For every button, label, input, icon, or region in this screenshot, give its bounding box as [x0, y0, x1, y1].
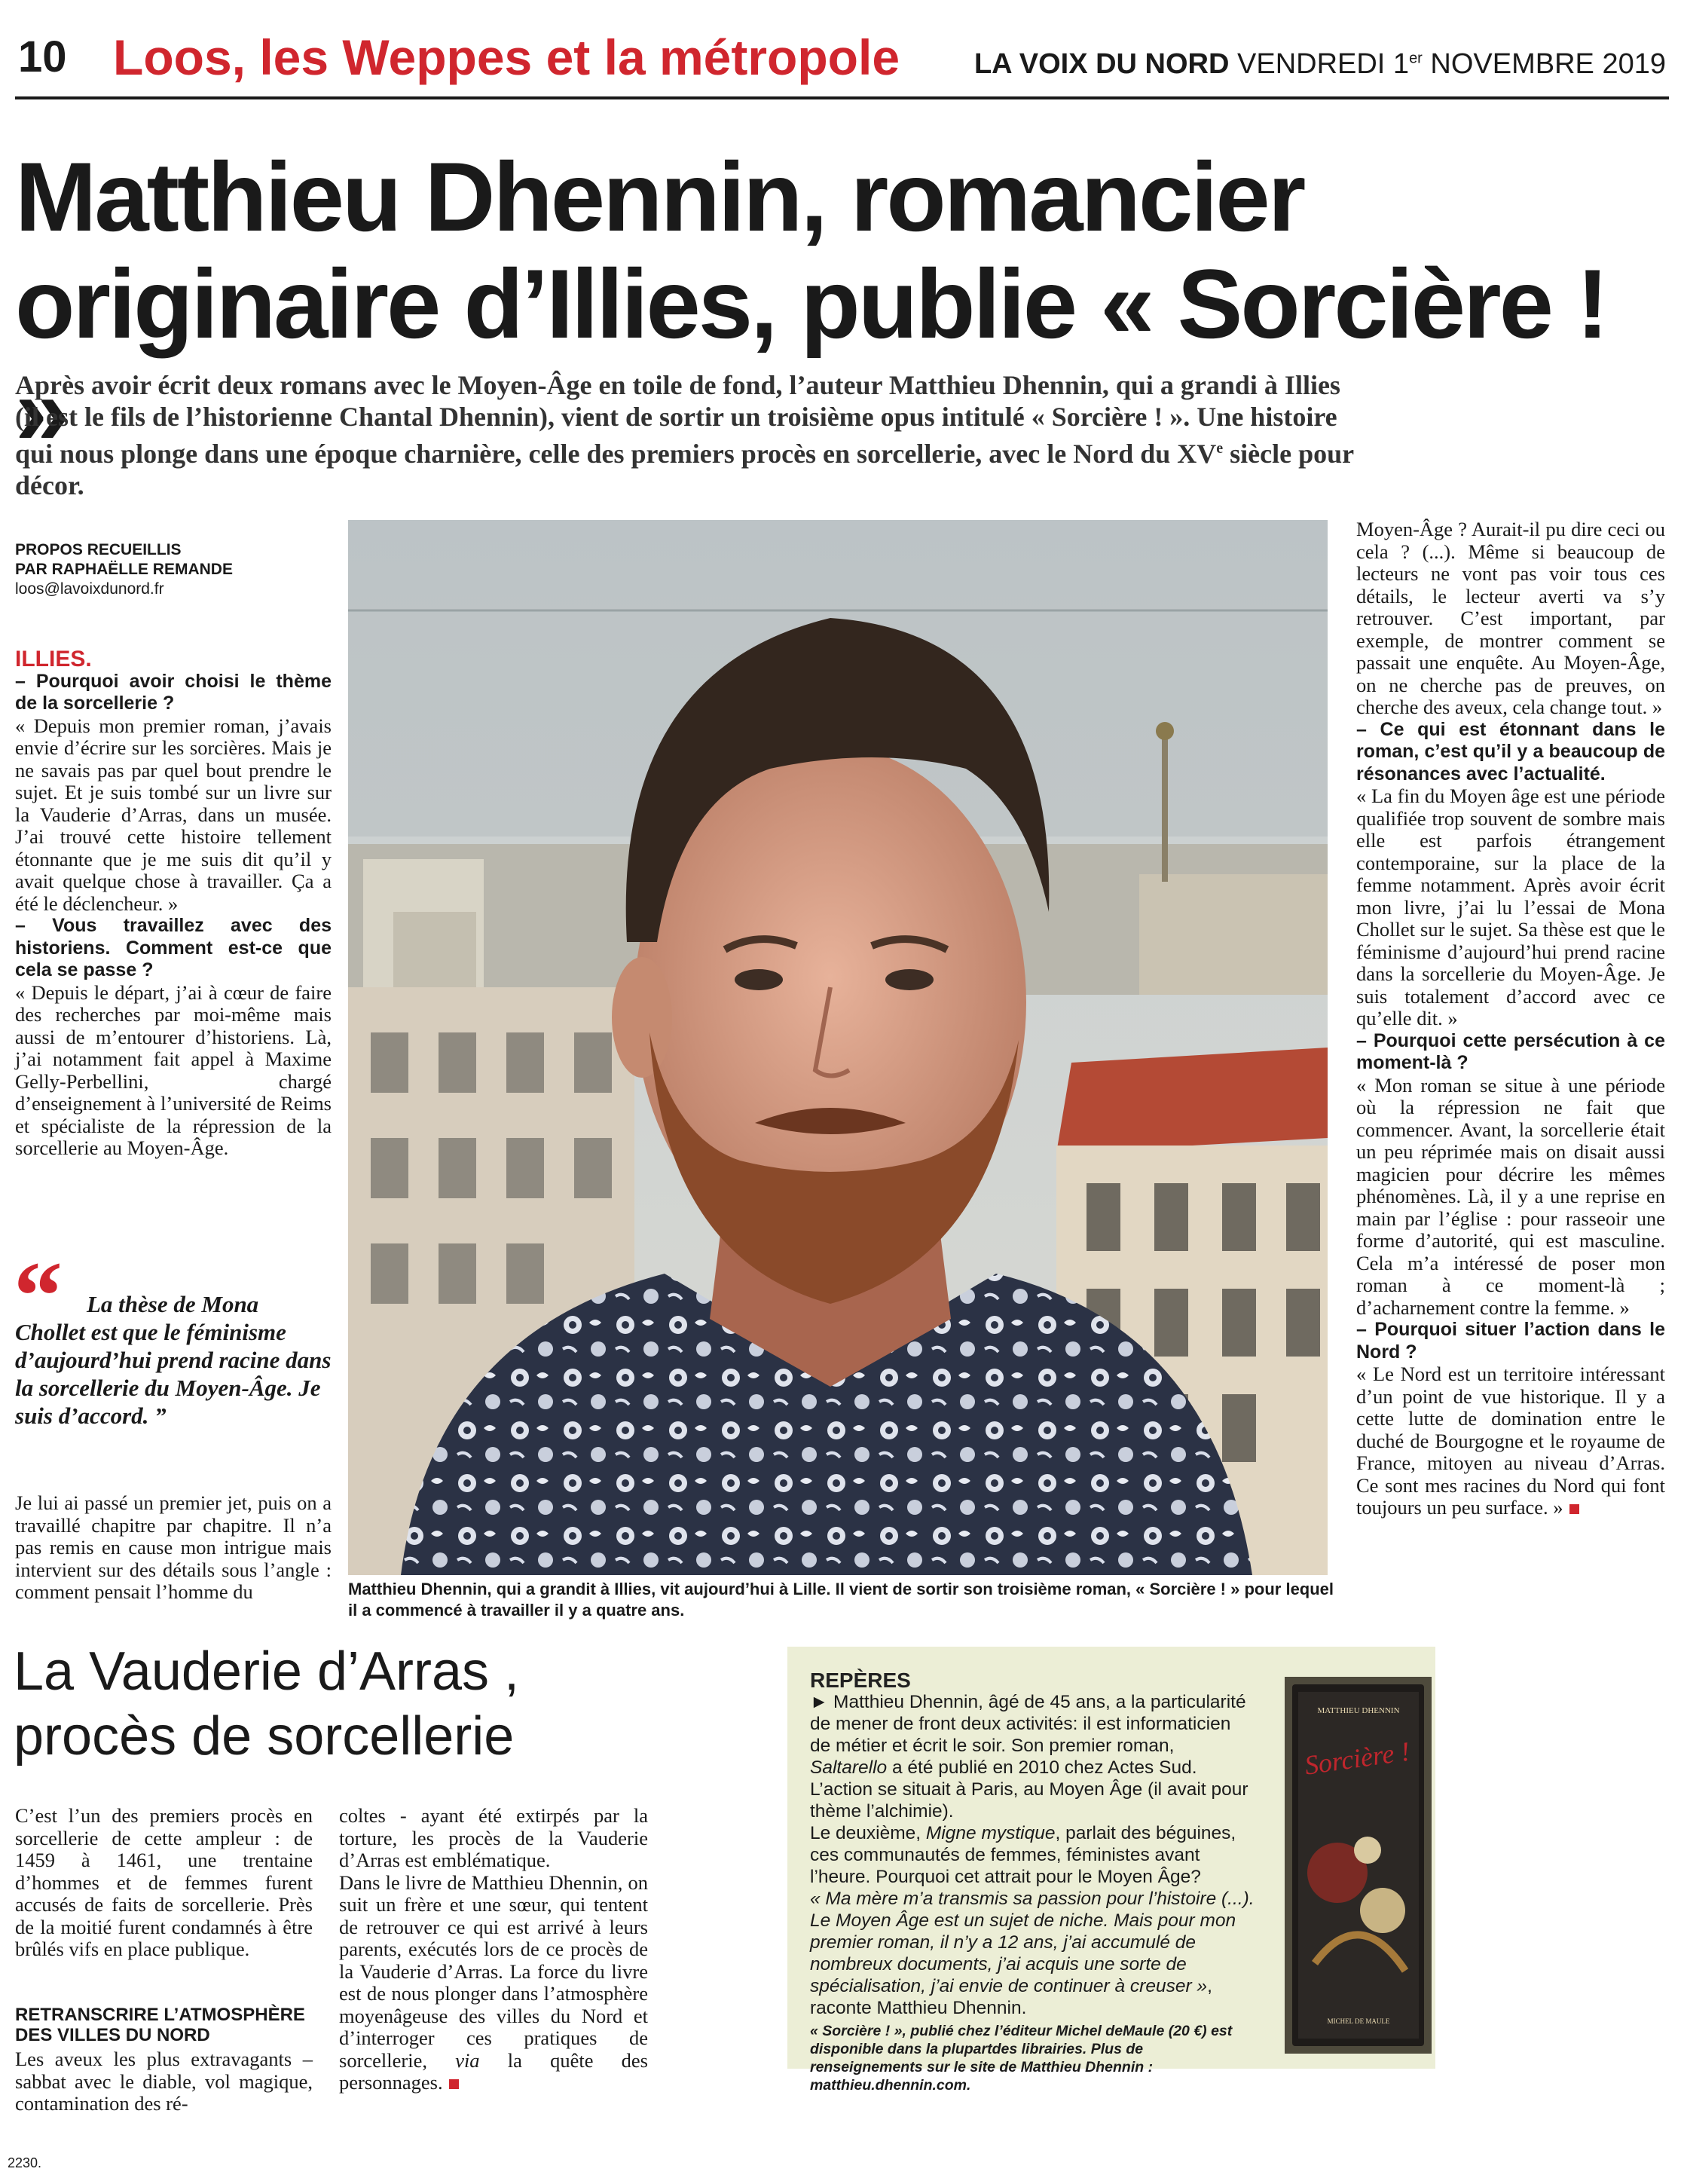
- sidebar-title-1: La Vauderie d’Arras ,: [14, 1641, 520, 1702]
- lead-paragraph: [15, 369, 1364, 501]
- section-title: Loos, les Weppes et la métropole: [113, 29, 900, 85]
- byline-line-1: PROPOS RECUEILLIS: [15, 541, 182, 558]
- reperes-title: REPÈRES: [810, 1669, 911, 1692]
- question-3: – Ce qui est étonnant dans le roman, c’est qu’il y a beaucoup de résonances avec l’actualité.: [1356, 718, 1665, 785]
- sidebar-col-2: [339, 1805, 648, 2094]
- reperes-text: [810, 1669, 1255, 2094]
- reperes-t3-end: , raconte Matthieu Dhennin.: [810, 1976, 1212, 2018]
- answer-2: « Depuis le départ, j’ai à cœur de faire des recherches par moi-même mais aussi de m’entourer d’historiens. Là, j’ai notamment fait appel à Maxime Gelly-Perbellini, chargé d’enseignement à l’université de Reims et spécialiste de la répression de la sorcellerie au Moyen-Âge.: [15, 980, 332, 1159]
- question-4: – Pourquoi cette persécution à ce moment-là ?: [1356, 1029, 1665, 1073]
- reperes-t2-end: , parlait des béguines, ces communautés de femmes, féministes avant l’heure. Pourquoi cet attrait pour le Moyen Âge?: [810, 1823, 1236, 1887]
- reperes-t1: ► Matthieu Dhennin, âgé de 45 ans, a la particularité de mener de front deux activités: il est informaticien de métier et écrit le soir. Son premier roman,: [810, 1692, 1246, 1756]
- sidebar-title: [14, 1639, 519, 1769]
- answer-4: « Mon roman se situe à une période où la répression ne fait que commencer. Avant, la sorcellerie était un peu réprimée mais on disait aussi magicien pour décrire les mêmes phénomènes. Là, il y a une reprise en main par l’église : pour rasseoir une forme d’autorité, qui est masculine. Cela m’a intéressé de poser mon roman à ce moment-là ; d’acharnement contre la femme. »: [1356, 1073, 1665, 1319]
- question-1: – Pourquoi avoir choisi le thème de la sorcellerie ?: [15, 670, 332, 714]
- sidebar-p3: coltes - ayant été extirpés par la torture, les procès de la Vauderie d’Arras est emblématique.: [339, 1804, 648, 1871]
- book-cover: [1285, 1677, 1432, 2054]
- question-2: – Vous travaillez avec des historiens. Comment est-ce que cela se passe ?: [15, 915, 332, 980]
- reperes-p1: [810, 1691, 1255, 1822]
- date-sup: er: [1409, 50, 1423, 67]
- reperes-note: « Sorcière ! », publié chez l’éditeur Michel deMaule (20 €) est disponible dans la plupartdes librairies. Plus de renseignements sur le site de Matthieu Dhennin : matthieu.dhennin.com.: [810, 2023, 1233, 2094]
- date-prefix: VENDREDI 1: [1237, 48, 1410, 80]
- left-column-continued: [15, 1492, 332, 1604]
- sidebar-col-1b: [15, 2048, 313, 2115]
- quote-mark-icon: “: [14, 1242, 63, 1350]
- reperes-t1-end: a été publié en 2010 chez Actes Sud. L’action se situait à Paris, au Moyen Âge (il avait pour thème l’alchimie).: [810, 1757, 1248, 1822]
- photo-caption: Matthieu Dhennin, qui a grandit à Illies, vit aujourd’hui à Lille. Il vient de sortir son troisième roman, « Sorcière ! » pour lequel il a commencé à travailler il y a quatre ans.: [348, 1580, 1334, 1620]
- book-title: Sorcière !: [1303, 1736, 1412, 1781]
- answer-3: « La fin du Moyen âge est une période qualifiée trop souvent de sombre mais elle est parfois étrangement contemporaine, sur la place de la femme notamment. Après avoir écrit mon livre, j’ai lu l’essai de Mona Chollet sur le sujet. Sa thèse est que le féminisme d’aujourd’hui prend racine dans la sorcellerie du Moyen-Âge. Je suis totalement d’accord avec ce qu’elle dit. »: [1356, 785, 1665, 1029]
- pull-quote-2: Chollet est que le féminisme d’aujourd’hui prend racine dans la sorcellerie du Moyen-Âge. Je suis d’accord. ”: [15, 1319, 332, 1429]
- headline-line-1: Matthieu Dhennin, romancier: [15, 142, 1304, 252]
- sidebar-p4-end: la quête des personnages.: [339, 2048, 648, 2094]
- reperes-p2: [810, 1822, 1255, 1888]
- lead-text: Après avoir écrit deux romans avec le Moyen-Âge en toile de fond, l’auteur Matthieu Dhennin, qui a grandi à Illies (il est le fils de l’historienne Chantal Dhennin), vient de sortir un troisième opus intitulé « Sorcière ! ». Une histoire qui nous plonge dans une époque charnière, celle des premiers procès en sorcellerie, avec le Nord du XV: [15, 370, 1340, 469]
- sidebar-p1: C’est l’un des premiers procès en sorcellerie de cette ampleur : de 1459 à 1461, une trentaine d’hommes et de femmes furent accusés de faits de sorcellerie. Près de la moitié furent condamnés à être brûlés vifs en place publique.: [15, 1804, 313, 1960]
- reperes-t2-italic: Migne mystique: [925, 1823, 1056, 1843]
- sidebar-col-1: [15, 1805, 313, 1961]
- dateline: ILLIES.: [15, 647, 92, 671]
- byline-email: loos@lavoixdunord.fr: [15, 580, 164, 598]
- pull-quote-1: La thèse de Mona: [87, 1291, 259, 1317]
- sidebar-p2: Les aveux les plus extravagants – sabbat avec le diable, vol magique, contamination des ré-: [15, 2048, 313, 2115]
- question-5: – Pourquoi situer l’action dans le Nord ?: [1356, 1319, 1665, 1363]
- page-number: 10: [18, 32, 67, 81]
- reperes-t1-italic: Saltarello: [810, 1757, 888, 1778]
- header-rule: [15, 96, 1669, 99]
- end-mark-icon: [449, 2079, 459, 2089]
- sidebar-p4-text: Dans le livre de Matthieu Dhennin, on suit un frère et une sœur, qui tentent de retrouver ce qui est arrivé à leurs parents, exécutés lors de ce procès de la Vauderie d’Arras. La force du livre est de nous plonger dans l’atmosphère moyenâgeuse des villes du Nord et d’interroger ces pratiques de sorcellerie,: [339, 1870, 648, 2072]
- sidebar-p4-via: via: [455, 2048, 480, 2072]
- date-rest: NOVEMBRE 2019: [1422, 48, 1666, 80]
- headline-line-2: originaire d’Illies, publie « Sorcière ! »: [15, 249, 1607, 466]
- pull-quote: [15, 1290, 332, 1430]
- answer-1: « Depuis mon premier roman, j’avais envie d’écrire sur les sorcières. Mais je ne savais pas par quel bout prendre le sujet. Et je suis tombé sur un livre sur la Vauderie d’Arras, dans un musée. J’ai trouvé cette histoire tellement étonnante que je me suis dit qu’il y avait quelque chose à travailler. Ça a été le déclencheur. »: [15, 714, 332, 915]
- lead-end: siècle pour décor.: [15, 439, 1354, 500]
- reperes-t2: Le deuxième,: [810, 1823, 921, 1843]
- book-publisher: MICHEL DE MAULE: [1327, 2017, 1390, 2025]
- left-column: [15, 648, 332, 1160]
- lead-sup: e: [1216, 440, 1224, 457]
- end-mark-icon: [1569, 1504, 1579, 1514]
- answer-2-continued: Je lui ai passé un premier jet, puis on a travaillé chapitre par chapitre. Il n’a pas remis en cause mon intrigue mais intervient sur des détails sous l’angle : comment pensait l’homme du: [15, 1491, 332, 1603]
- masthead: [974, 48, 1666, 81]
- sidebar-title-2: procès de sorcellerie: [14, 1706, 515, 1766]
- book-author: MATTHIEU DHENNIN: [1317, 1706, 1400, 1715]
- newspaper-name: LA VOIX DU NORD: [973, 48, 1230, 80]
- byline: [15, 540, 332, 599]
- author-photo: [348, 520, 1328, 1575]
- reperes-t3: « Ma mère m’a transmis sa passion pour l’histoire (...). Le Moyen Âge est un sujet de niche. Mais pour mon premier roman, il n’y a 12 ans, j’ai accumulé de nombreux documents, j’ai acquis une sorte de spécialisation, j’ai envie de continuer à creuser »: [810, 1889, 1255, 1996]
- answer-5-text: « Le Nord est un territoire intéressant d’un point de vue historique. Il y a cette lutte de domination entre le duché de Bourgogne et le royaume de France, mitoyen au niveau d’Arras. Ce sont mes racines du Nord qui font toujours un peu surface. »: [1356, 1363, 1665, 1519]
- right-continued: Moyen-Âge ? Aurait-il pu dire ceci ou cela ? (...). Même si beaucoup de lecteurs ne vont pas voir tous ces détails, le lecteur averti va s’y retrouver. C’est important, par exemple, de montrer comment se passait une enquête. Au Moyen-Âge, on ne cherche pas de preuves, on cherche des aveux, cela change tout. »: [1356, 518, 1665, 718]
- sidebar-subhead: RETRANSCRIRE L’ATMOSPHÈRE DES VILLES DU NORD: [15, 2005, 305, 2045]
- sidebar-p4: [339, 1872, 648, 2094]
- answer-5: [1356, 1363, 1665, 1519]
- reperes-p3: [810, 1888, 1255, 2019]
- right-column: [1356, 518, 1665, 1519]
- byline-line-2: PAR RAPHAËLLE REMANDE: [15, 561, 233, 578]
- footer-code: 2230.: [8, 2155, 42, 2170]
